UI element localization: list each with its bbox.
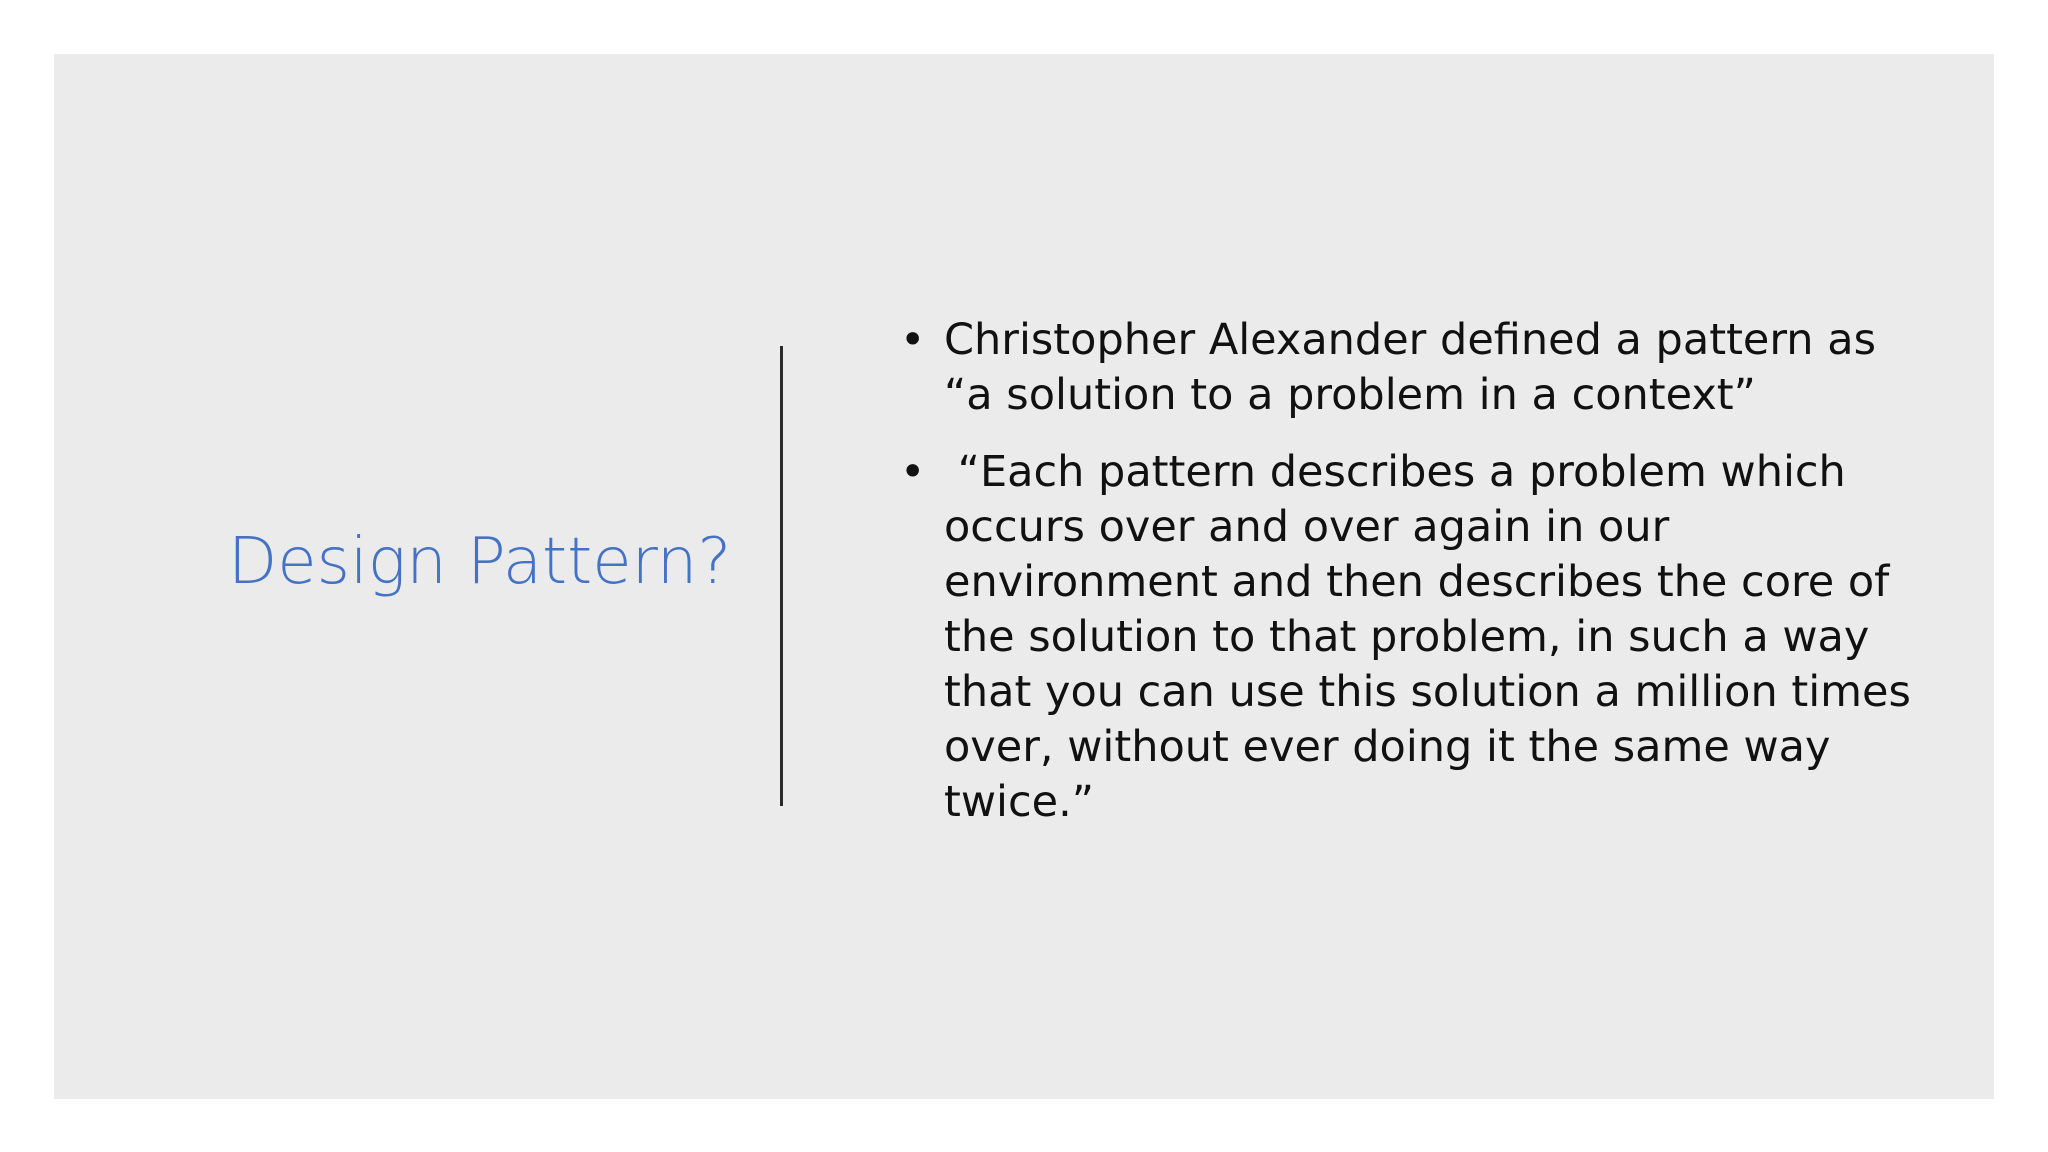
bullet-icon: • <box>900 447 926 497</box>
bullet-item <box>890 445 1925 830</box>
bullet-text: Christopher Alexander defined a pattern as “a solution to a problem in a context” <box>944 315 1876 420</box>
slide <box>54 54 1994 1099</box>
bullet-icon: • <box>900 315 926 365</box>
bullet-item <box>890 313 1920 423</box>
bullet-list <box>890 313 1925 852</box>
vertical-divider <box>780 346 783 806</box>
bullet-text: “Each pattern describes a problem which occurs over and over again in our environment and then describes the core of the solution to that problem, in such a way that you can use this solution a million times over, without ever doing it the same way twice.” <box>944 447 1925 827</box>
slide-title: Design Pattern? <box>228 525 732 599</box>
